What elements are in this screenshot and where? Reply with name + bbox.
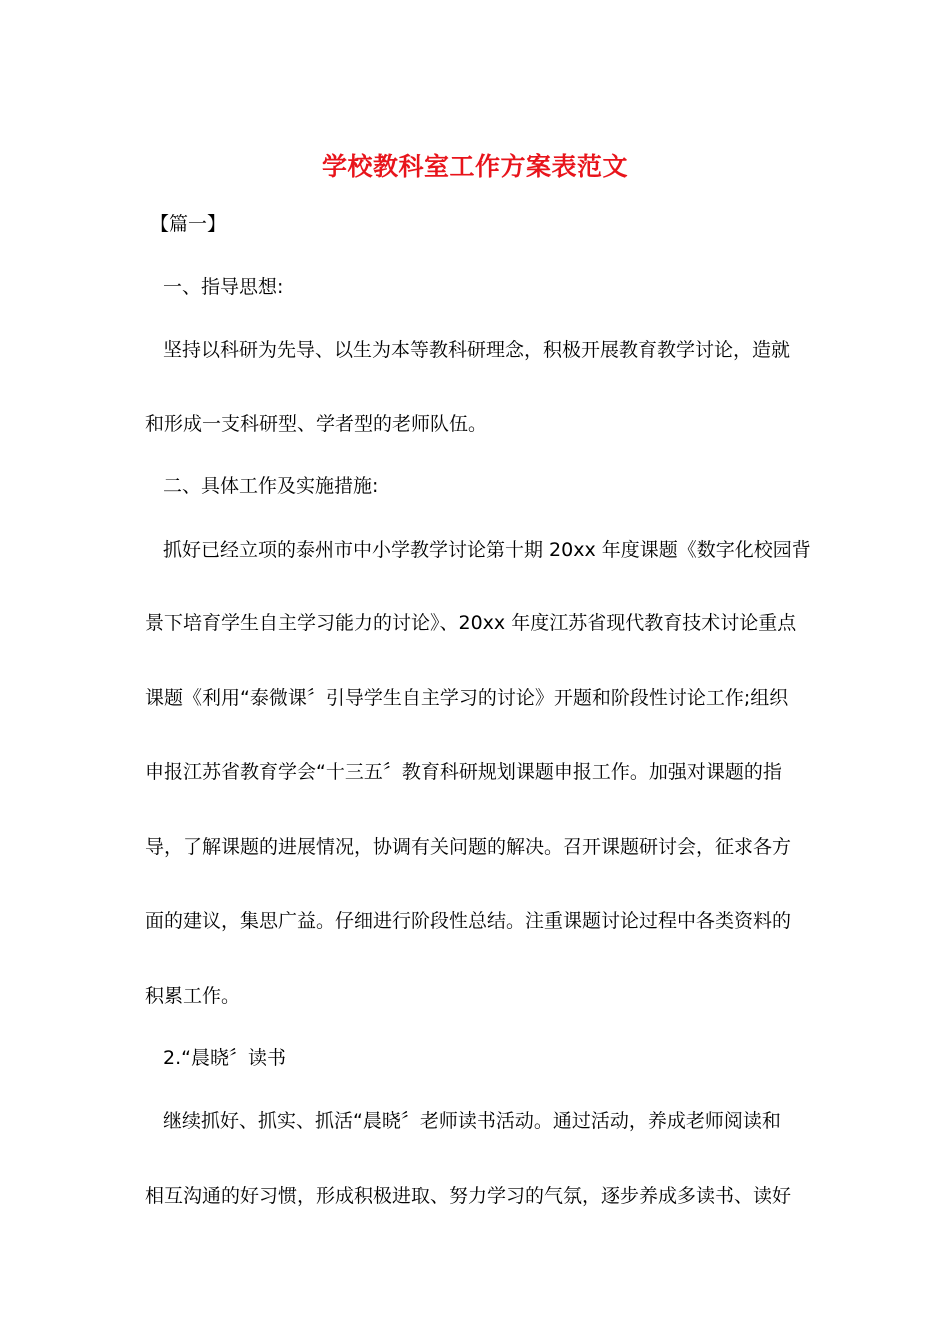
paragraph-line: 继续抓好、抓实、抓活“晨晓〞老师读书活动。通过活动，养成老师阅读和 xyxy=(163,1110,781,1132)
paragraph-line: 景下培育学生自主学习能力的讨论》、20xx 年度江苏省现代教育技术讨论重点 xyxy=(145,612,797,634)
section-label: 【篇一】 xyxy=(150,213,227,235)
paragraph-line: 积累工作。 xyxy=(145,985,241,1007)
paragraph-line: 课题《利用“泰微课〞引导学生自主学习的讨论》开题和阶段性讨论工作;组织 xyxy=(145,687,789,709)
paragraph-line: 坚持以科研为先导、以生为本等教科研理念，积极开展教育教学讨论，造就 xyxy=(163,339,791,361)
document-title: 学校教科室工作方案表范文 xyxy=(321,152,628,181)
paragraph-line: 申报江苏省教育学会“十三五〞教育科研规划课题申报工作。加强对课题的指 xyxy=(145,761,782,783)
heading-guiding-ideology: 一、指导思想: xyxy=(163,276,284,298)
paragraph-line: 导，了解课题的进展情况，协调有关问题的解决。召开课题研讨会，征求各方 xyxy=(145,836,792,858)
paragraph-line: 相互沟通的好习惯，形成积极进取、努力学习的气氛，逐步养成多读书、读好 xyxy=(145,1185,792,1207)
paragraph-line: 抓好已经立项的泰州市中小学教学讨论第十期 20xx 年度课题《数字化校园背 xyxy=(163,539,811,561)
item-reading-heading: 2.“晨晓〞读书 xyxy=(163,1047,286,1069)
paragraph-line: 和形成一支科研型、学者型的老师队伍。 xyxy=(145,413,488,435)
heading-work-measures: 二、具体工作及实施措施: xyxy=(163,475,379,497)
paragraph-line: 面的建议，集思广益。仔细进行阶段性总结。注重课题讨论过程中各类资料的 xyxy=(145,910,792,932)
